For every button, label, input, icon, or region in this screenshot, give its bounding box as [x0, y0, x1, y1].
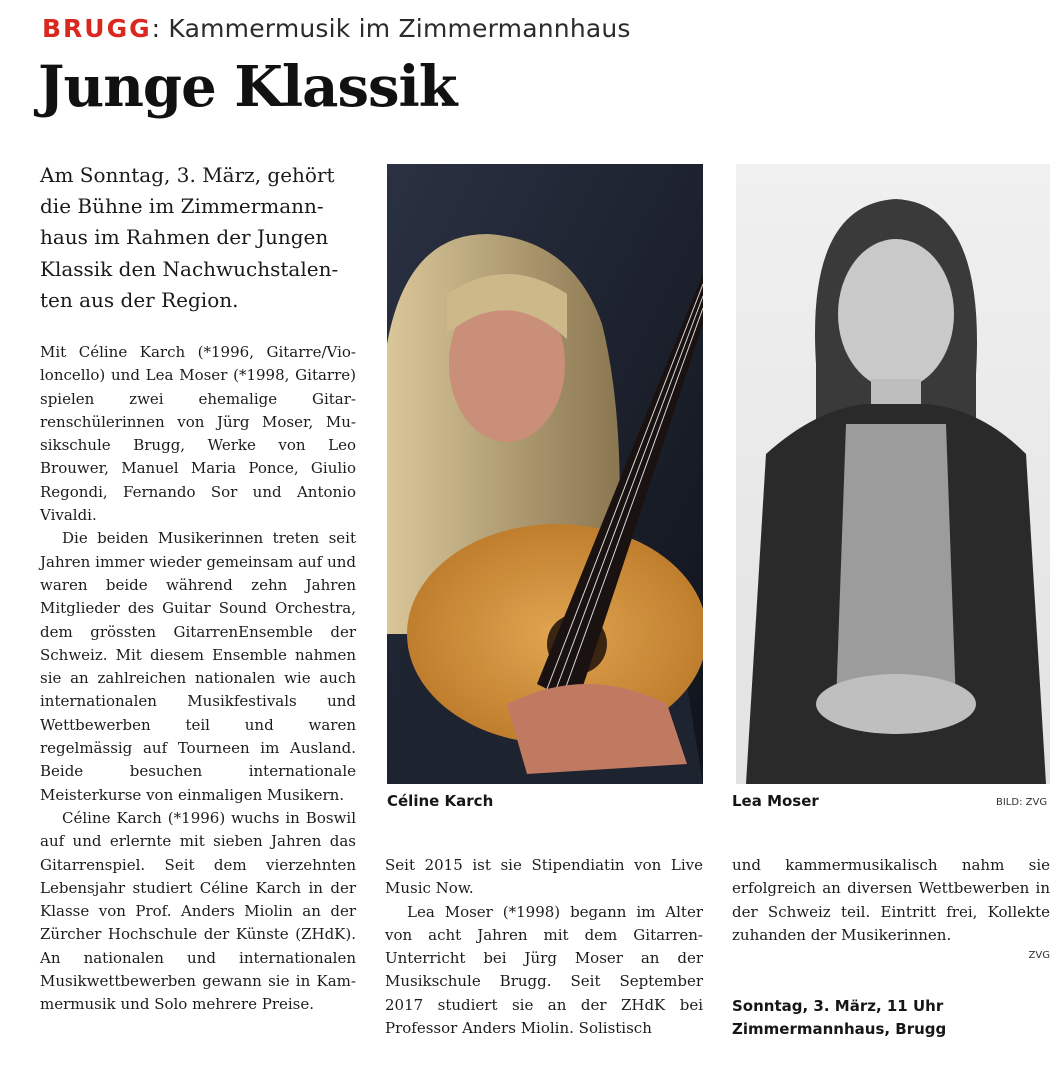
article-column-3	[732, 854, 1050, 965]
article-column-1	[40, 341, 356, 1017]
article-column-2	[385, 854, 703, 1040]
author-signature: ZVG	[1028, 950, 1050, 962]
lead-paragraph: Am Sonntag, 3. März, gehört die Bühne im Zimmermannhaus im Rahmen der Jungen Klassik den Nachwuchstalenten aus der Region.	[40, 163, 339, 312]
paragraph: Seit 2015 ist sie Stipendiatin von Live Music Now.	[385, 856, 703, 898]
photo-credit: BILD: ZVG	[996, 797, 1048, 808]
kicker-place: BRUGG	[42, 14, 152, 43]
photo-caption-lea: Lea Moser	[732, 792, 819, 810]
event-date-time: Sonntag, 3. März, 11 Uhr	[732, 997, 944, 1015]
photo-lea-moser	[736, 164, 1050, 784]
paragraph: Céline Karch (*1996) wuchs in Boswil auf und erlernte mit sieben Jahren das Gitarrenspiel. Seit dem vierzehnten Lebensjahr studiert Céline Karch in der Klasse von Prof. Anders Miolin an der Zürcher Hochschule der Künste (ZHdK). An nationalen und internationalen Musikwettbewerben gewann sie in Kammermusik und Solo mehrere Preise.	[40, 808, 356, 1014]
photo-celine-karch	[387, 164, 703, 784]
headline: Junge Klassik	[38, 54, 457, 120]
event-info	[732, 995, 946, 1041]
paragraph: und kammermusikalisch nahm sie erfolgreich an diversen Wettbewerben in der Schweiz teil. Eintritt frei, Kollekte zuhanden der Musikerinnen.	[732, 856, 1050, 944]
kicker-separator: :	[151, 14, 161, 43]
photo-caption-celine: Céline Karch	[387, 792, 494, 810]
paragraph: Lea Moser (*1998) begann im Alter von acht Jahren mit dem GitarrenUnterricht bei Jürg Moser an der Musikschule Brugg. Seit September 2017 studiert sie an der ZHdK bei Professor Anders Miolin. Solistisch	[385, 902, 703, 1038]
paragraph: Die beiden Musikerinnen treten seit Jahren immer wieder gemeinsam auf und waren beide während zehn Jahren Mitglieder des Guitar Sound Orchestra, dem grössten GitarrenEnsemble der Schweiz. Mit diesem Ensemble nahmen sie an zahlreichen nationalen wie auch internationalen Musikfestivals und Wettbewerben teil und waren regelmässig auf Tourneen im Ausland. Beide besuchen internationale Meisterkurse von einmaligen Musikern.	[40, 529, 356, 804]
section-kicker	[42, 14, 631, 43]
event-location: Zimmermannhaus, Brugg	[732, 1020, 947, 1038]
paragraph: Mit Céline Karch (*1996, Gitarre/Violoncello) und Lea Moser (*1998, Gitarre) spielen zwei ehemalige Gitarrenschülerinnen von Jürg Moser, Musikschule Brugg, Werke von Leo Brouwer, Manuel Maria Ponce, Giulio Regondi, Fernando Sor und Antonio Vivaldi.	[40, 343, 356, 525]
kicker-topic: Kammermusik im Zimmermannhaus	[160, 14, 631, 43]
